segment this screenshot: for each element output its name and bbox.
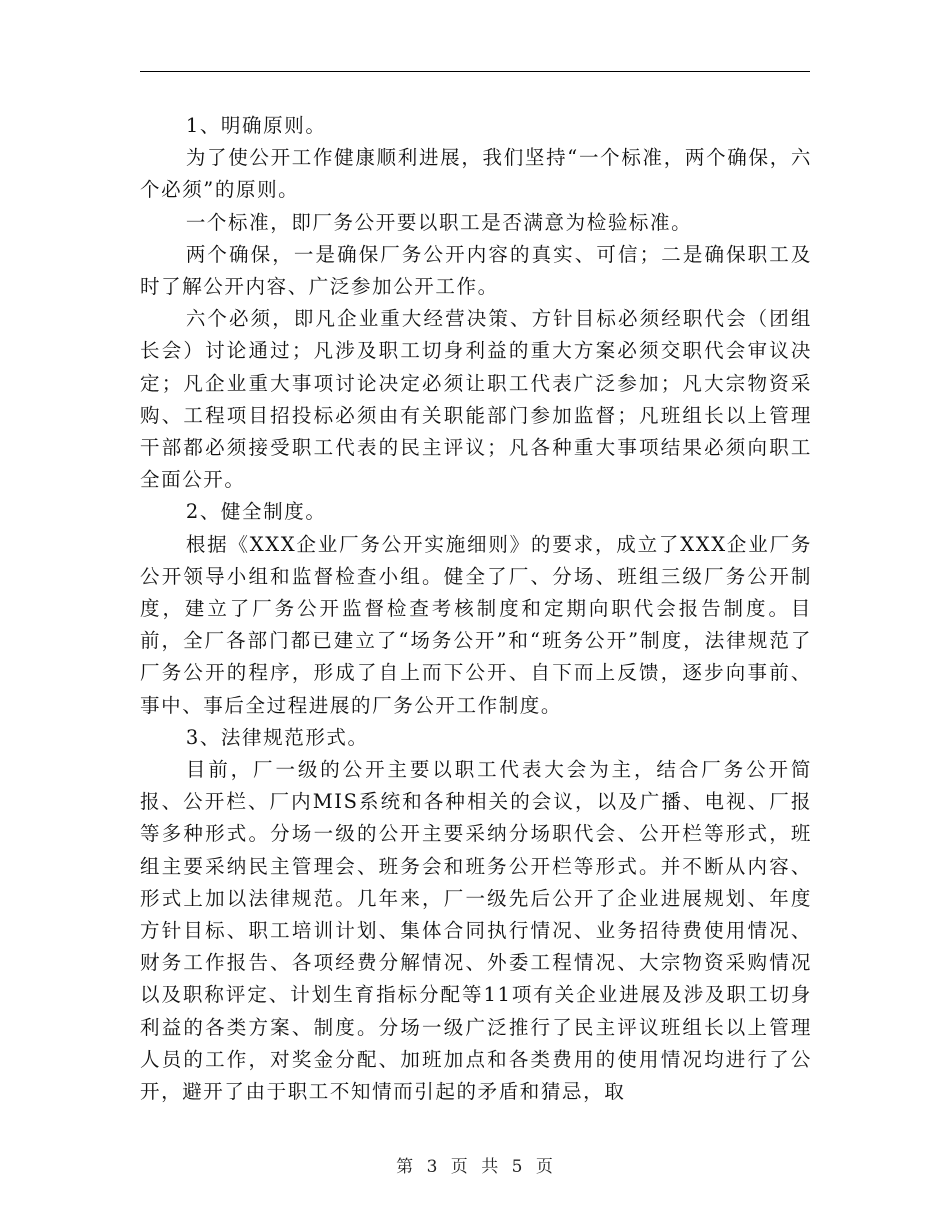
heading-improve-system: 2、健全制度。 bbox=[185, 500, 327, 524]
paragraph-system-details: 根据《XXX企业厂务公开实施细则》的要求，成立了XXX企业厂务公开领导小组和监督检查小组。健全了厂、分场、班组三级厂务公开制度，建立了厂务公开监督检查考核制度和定期向职代会报告制度。目前，全厂各部门都已建立了“场务公开”和“班务公开”制度，法律规范了厂务公开的程序，形成了自上而下公开、自下而上反馈，逐步向事前、事中、事后全过程进展的厂务公开工作制度。 bbox=[140, 532, 812, 717]
paragraph-principle-intro: 为了使公开工作健康顺利进展，我们坚持“一个标准，两个确保，六个必须”的原则。 bbox=[140, 146, 812, 202]
footer-current-page: 3 bbox=[426, 1157, 439, 1177]
heading-clarify-principles: 1、明确原则。 bbox=[185, 114, 327, 137]
footer-label-total: 共 bbox=[481, 1157, 500, 1177]
heading-standardize-forms: 3、法律规范形式。 bbox=[185, 725, 369, 749]
page-footer bbox=[0, 1152, 950, 1177]
footer-total-pages: 5 bbox=[511, 1157, 524, 1177]
paragraph-two-guarantees: 两个确保，一是确保厂务公开内容的真实、可信；二是确保职工及时了解公开内容、广泛参加公开工作。 bbox=[140, 242, 812, 299]
paragraph-forms-details: 目前，厂一级的公开主要以职工代表大会为主，结合厂务公开简报、公开栏、厂内MIS系统和各种相关的会议，以及广播、电视、厂报等多种形式。分场一级的公开主要采纳分场职代会、公开栏等形式，班组主要采纳民主管理会、班务会和班务公开栏等形式。并不断从内容、形式上加以法律规范。几年来，厂一级先后公开了企业进展规划、年度方针目标、职工培训计划、集体合同执行情况、业务招待费使用情况、财务工作报告、各项经费分解情况、外委工程情况、大宗物资采购情况以及职称评定、计划生育指标分配等11项有关企业进展及涉及职工切身利益的各类方案、制度。分场一级广泛推行了民主评议班组长以上管理人员的工作，对奖金分配、加班加点和各类费用的使用情况均进行了公开，避开了由于职工不知情而引起的矛盾和猜忌，取 bbox=[140, 758, 812, 1104]
document-body bbox=[140, 110, 812, 1108]
footer-label-page: 第 bbox=[396, 1157, 415, 1177]
header-divider bbox=[140, 71, 810, 72]
paragraph-one-standard: 一个标准，即厂务公开要以职工是否满意为检验标准。 bbox=[185, 210, 693, 234]
paragraph-six-musts: 六个必须，即凡企业重大经营决策、方针目标必须经职代会（团组长会）讨论通过；凡涉及职工切身利益的重大方案必须交职代会审议决定；凡企业重大事项讨论决定必须让职工代表广泛参加；凡大宗物资采购、工程项目招投标必须由有关职能部门参加监督；凡班组长以上管理干部都必须接受职工代表的民主评议；凡各种重大事项结果必须向职工全面公开。 bbox=[140, 307, 812, 492]
footer-label-total-unit: 页 bbox=[535, 1157, 554, 1177]
footer-label-page-unit: 页 bbox=[450, 1157, 469, 1177]
